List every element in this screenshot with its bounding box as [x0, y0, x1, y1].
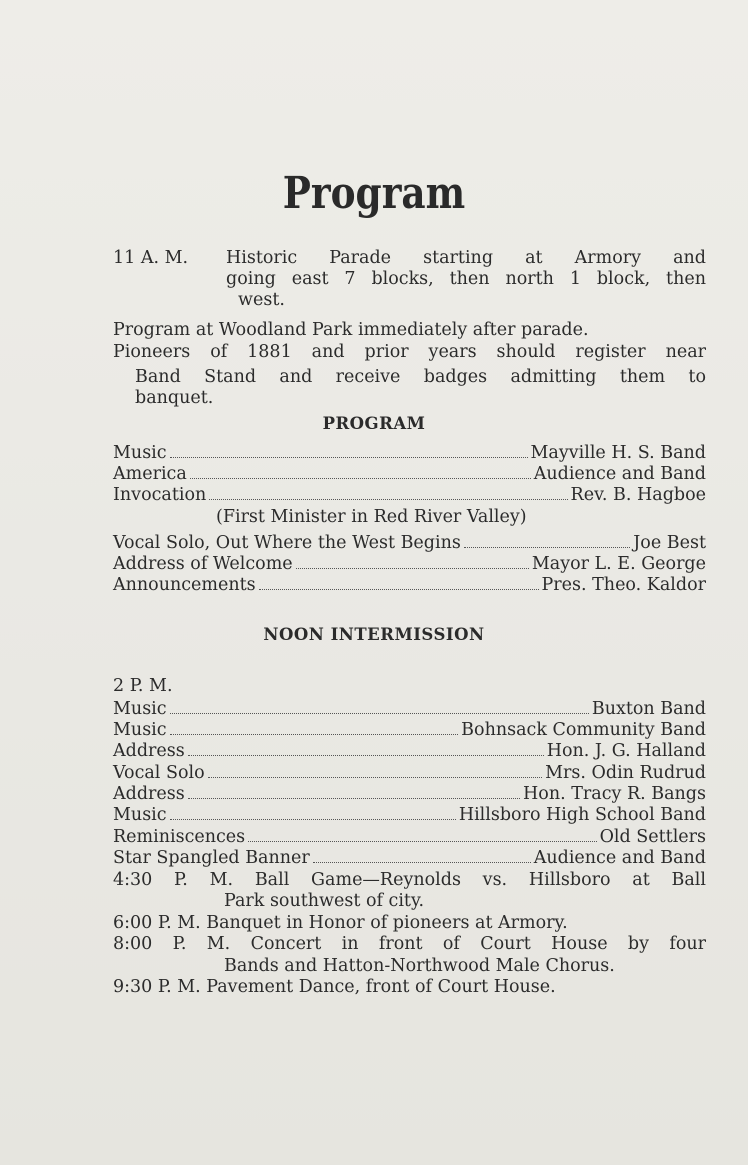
row-value: Hon. J. G. Halland: [546, 741, 706, 761]
row-value: Bohnsack Community Band: [461, 720, 706, 740]
leader-dots: [248, 827, 596, 842]
intro-para-1: Program at Woodland Park immediately after parade.: [113, 320, 589, 340]
leader-dots: [313, 848, 531, 863]
program-row: [113, 805, 706, 826]
leader-dots: [464, 533, 630, 548]
row-label: Invocation: [113, 485, 207, 505]
program-row: [113, 575, 706, 596]
row-label: Music: [113, 443, 167, 463]
evening-item-3a: 8:00 P. M. Concert in front of Court House by four: [113, 934, 706, 954]
leader-dots: [208, 763, 543, 778]
program-row: [113, 485, 706, 506]
row-value: Joe Best: [633, 533, 706, 553]
program-row: [113, 699, 706, 720]
leader-dots: [209, 485, 567, 500]
row-label: Reminiscences: [113, 827, 246, 847]
row-value: Pres. Theo. Kaldor: [541, 575, 706, 595]
row-label: Music: [113, 720, 167, 740]
intro-line-3: west.: [238, 290, 285, 310]
intro-para-2c: banquet.: [135, 388, 214, 408]
leader-dots: [190, 464, 531, 479]
noon-heading: NOON INTERMISSION: [263, 625, 485, 644]
program-row: [113, 741, 706, 762]
leader-dots: [170, 699, 589, 714]
program-row: [113, 848, 706, 869]
intro-time: 11 A. M.: [113, 248, 189, 268]
program-heading: PROGRAM: [322, 414, 426, 433]
intro-para-2a: Pioneers of 1881 and prior years should register near: [113, 342, 706, 362]
intro-line-2: going east 7 blocks, then north 1 block, then: [226, 269, 706, 289]
leader-dots: [170, 443, 528, 458]
leader-dots: [188, 784, 520, 799]
leader-dots: [296, 554, 529, 569]
program-row: [113, 554, 706, 575]
row-label: Vocal Solo: [113, 763, 205, 783]
row-value: Old Settlers: [599, 827, 706, 847]
evening-item-2: 6:00 P. M. Banquet in Honor of pioneers at Armory.: [113, 913, 568, 933]
program-row: [113, 827, 706, 848]
row-value: Mayor L. E. George: [531, 554, 706, 574]
leader-dots: [170, 720, 459, 735]
program-row: [113, 533, 706, 554]
row-value: Buxton Band: [591, 699, 706, 719]
leader-dots: [170, 805, 456, 820]
program-row: [113, 464, 706, 485]
evening-item-4: 9:30 P. M. Pavement Dance, front of Court House.: [113, 977, 556, 997]
row-value: Mrs. Odin Rudrud: [545, 763, 706, 783]
program-row: [113, 763, 706, 784]
program-row: [113, 720, 706, 741]
row-label: Music: [113, 699, 167, 719]
intro-line-1: Historic Parade starting at Armory and: [226, 248, 706, 268]
row-label: Address: [113, 741, 185, 761]
evening-item-1b: Park southwest of city.: [224, 891, 425, 911]
row-label: Music: [113, 805, 167, 825]
leader-dots: [259, 575, 539, 590]
row-value: Mayville H. S. Band: [530, 443, 706, 463]
row-value: Audience and Band: [533, 848, 706, 868]
program-row: [113, 443, 706, 464]
row-value: Hon. Tracy R. Bangs: [523, 784, 706, 804]
row-label: Address of Welcome: [113, 554, 293, 574]
leader-dots: [188, 741, 544, 756]
row-label: Announcements: [113, 575, 256, 595]
row-label: Address: [113, 784, 185, 804]
row-label: Star Spangled Banner: [113, 848, 310, 868]
evening-item-1a: 4:30 P. M. Ball Game—Reynolds vs. Hillsboro at Ball: [113, 870, 706, 890]
row-label: America: [113, 464, 187, 484]
row-value: Audience and Band: [533, 464, 706, 484]
evening-item-3b: Bands and Hatton-Northwood Male Chorus.: [224, 956, 615, 976]
row-value: Rev. B. Hagboe: [570, 485, 706, 505]
program-row: [113, 784, 706, 805]
row-label: Vocal Solo, Out Where the West Begins: [113, 533, 461, 553]
invocation-note: (First Minister in Red River Valley): [216, 507, 527, 527]
row-value: Hillsboro High School Band: [458, 805, 706, 825]
intro-para-2b: Band Stand and receive badges admitting them to: [135, 367, 706, 387]
page-title: Program: [282, 168, 466, 219]
afternoon-time: 2 P. M.: [113, 676, 173, 696]
